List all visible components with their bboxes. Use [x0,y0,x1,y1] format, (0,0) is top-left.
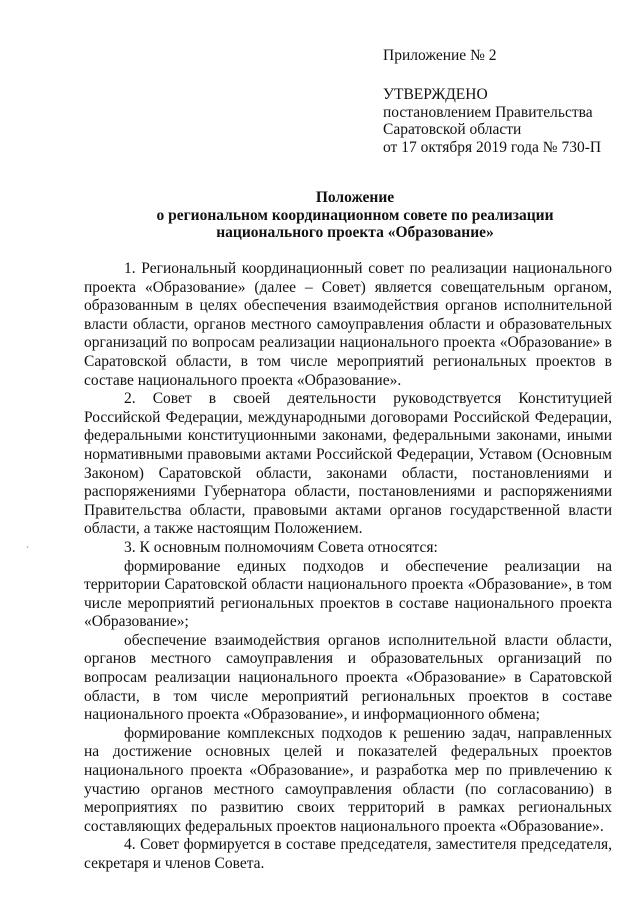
document-title [100,189,610,242]
approval-date-line: от 17 октября 2019 года № 730-П [383,138,602,156]
appendix-label: Приложение № 2 [383,47,497,64]
list-item: формирование единых подходов и обеспечение реализации на территории Саратовской области национального проекта «Образование», в том числе мероприятий региональных проектов в составе национального проекта «Образование»; [84,557,612,631]
title-line: о региональном координационном совете по реализации [156,206,554,224]
paragraph-2: 2. Совет в своей деятельности руководствуется Конституцией Российской Федерации, международными договорами Российской Федерации, федеральными конституционными законами, федеральными законами, иными нормативными правовыми актами Российской Федерации, Уставом (Основным Законом) Саратовской области, законами области, постановлениями и распоряжениями Губернатора области, постановлениями и распоряжениями Правительства области, правовыми актами органов государственной власти области, а также настоящим Положением. [84,390,612,538]
title-line: национального проекта «Образование» [216,224,494,241]
paragraph-1: 1. Региональный координационный совет по реализации национального проекта «Образование» (далее – Совет) является совещательным органом, образованным в целях обеспечения взаимодействия органов исполнительной власти области, органов местного самоуправления области и образовательных организаций по вопросам реализации национального проекта «Образование» в Саратовской области, в том числе мероприятий региональных проектов в составе национального проекта «Образование». [84,260,612,389]
title-line: Положение [315,189,395,206]
scan-mark: ˊ [26,545,29,555]
paragraph-4: 4. Совет формируется в составе председателя, заместителя председателя, секретаря и членов Совета. [84,836,612,872]
approval-line: постановлением Правительства [383,103,593,121]
document-body [84,260,612,874]
approval-line: Саратовской области [383,121,522,138]
approval-heading: УТВЕРЖДЕНО [383,86,488,103]
approval-stamp [383,86,601,156]
paragraph-3: 3. К основным полномочиям Совета относятся: [124,538,438,556]
list-item: обеспечение взаимодействия органов исполнительной власти области, органов местного самоуправления и образовательных организаций по вопросам реализации национального проекта «Образование» в Саратовской области, в том числе мероприятий региональных проектов в составе национального проекта «Образование», и информационного обмена; [84,631,612,724]
list-item: формирование комплексных подходов к решению задач, направленных на достижение основных целей и показателей федеральных проектов национального проекта «Образование», и разработка мер по привлечению к участию органов местного самоуправления области (по согласованию) в мероприятиях по развитию своих территорий в рамках региональных составляющих федеральных проектов национального проекта «Образование». [84,724,612,835]
